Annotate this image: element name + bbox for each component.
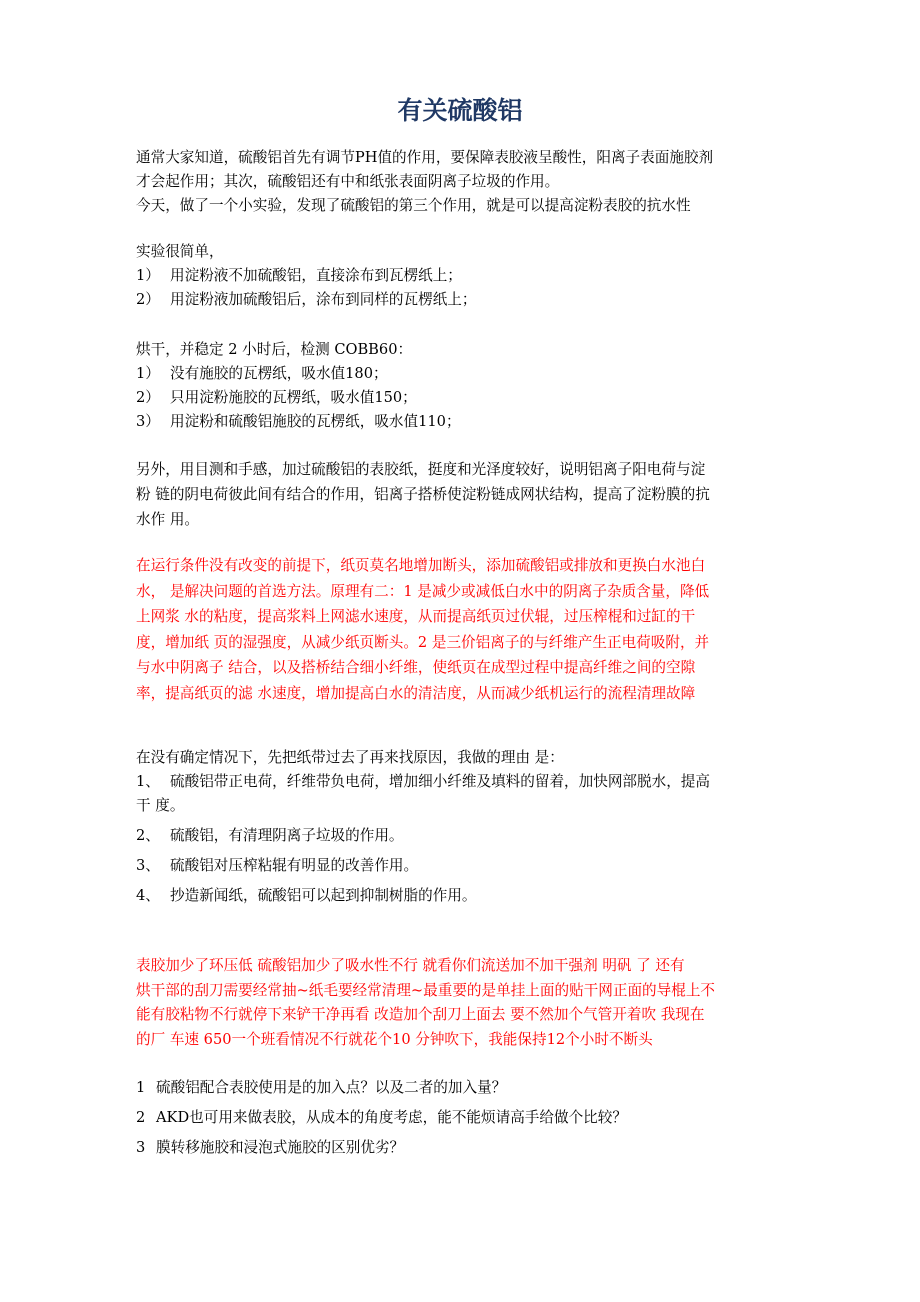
document-title: 有关硫酸铝 <box>397 96 523 125</box>
item-number: 1） <box>136 267 160 284</box>
question-item <box>136 1076 788 1100</box>
item-number: 3） <box>136 413 160 430</box>
item-number: 2） <box>136 291 160 308</box>
intro-line: 通常大家知道，硫酸铝首先有调节PH值的作用，要保障表胶液呈酸性，阳离子表面施胶剂 <box>136 149 714 166</box>
item-text: 用淀粉液不加硫酸铝，直接涂布到瓦楞纸上； <box>170 267 462 284</box>
observation-line: 粉 链的阴电荷彼此间有结合的作用，铝离子搭桥使淀粉链成网状结构，提高了淀粉膜的抗 <box>136 486 710 503</box>
reason-item <box>136 854 788 878</box>
observation-paragraph <box>136 457 788 532</box>
item-text: 只用淀粉施胶的瓦楞纸，吸水值150； <box>170 389 417 406</box>
observation-line: 水作 用。 <box>136 511 200 528</box>
item-text: AKD也可用来做表胶，从成本的角度考虑，能不能烦请高手给做个比较？ <box>156 1109 627 1126</box>
red-line: 上网浆 水的粘度，提高浆料上网滤水速度，从而提高纸页过伏辊，过压榨棍和过缸的干 <box>136 608 696 625</box>
item-text: 硫酸铝带正电荷，纤维带负电荷，增加细小纤维及填料的留着，加快网部脱水，提高 <box>170 773 710 790</box>
red-line: 的厂 车速 650一个班看情况不行就花个10 分钟吹下，我能保持12个小时不断头 <box>136 1030 653 1048</box>
intro-line: 才会起作用；其次，硫酸铝还有中和纸张表面阴离子垃圾的作用。 <box>136 173 560 190</box>
item-number: 2） <box>136 389 160 406</box>
intro-line: 今天，做了一个小实验，发现了硫酸铝的第三个作用，就是可以提高淀粉表胶的抗水性 <box>136 197 691 214</box>
red-line: 烘干部的刮刀需要经常抽~纸毛要经常清理~最重要的是单挂上面的贴干网正面的导棍上不 <box>136 981 716 999</box>
experiment-section <box>136 240 788 312</box>
experiment-item <box>136 264 788 288</box>
result-item <box>136 362 788 386</box>
item-text: 用淀粉和硫酸铝施胶的瓦楞纸，吸水值110； <box>170 413 461 430</box>
question-item <box>136 1106 788 1130</box>
red-line: 表胶加少了环压低 硫酸铝加少了吸水性不行 就看你们流送加不加干强剂 明矾 了 还有 <box>136 957 685 974</box>
item-text: 硫酸铝对压榨粘辊有明显的改善作用。 <box>170 857 419 874</box>
question-item <box>136 1136 788 1160</box>
red-line: 能有胶粘物不行就停下来铲干净再看 改造加个刮刀上面去 要不然加个气管开着吹 我现在 <box>136 1006 705 1023</box>
observation-line: 另外，用目测和手感，加过硫酸铝的表胶纸，挺度和光泽度较好，说明铝离子阳电荷与淀 <box>136 461 706 478</box>
results-section <box>136 338 788 434</box>
item-number: 1 <box>136 1079 146 1096</box>
result-item <box>136 410 788 434</box>
red-paragraph-2 <box>136 954 788 1052</box>
item-number: 2、 <box>136 827 160 844</box>
item-text: 没有施胶的瓦楞纸，吸水值180； <box>170 365 388 382</box>
item-text: 抄造新闻纸，硫酸铝可以起到抑制树脂的作用。 <box>170 887 477 904</box>
results-heading: 烘干，并稳定 2 小时后，检测 COBB60： <box>136 341 413 358</box>
item-number: 3、 <box>136 857 160 874</box>
item-number: 1、 <box>136 773 160 790</box>
item-text: 用淀粉液加硫酸铝后，涂布到同样的瓦楞纸上； <box>170 291 477 308</box>
item-text: 膜转移施胶和浸泡式施胶的区别优劣？ <box>156 1139 405 1156</box>
reason-continuation: 干 度。 <box>136 797 185 814</box>
experiment-heading: 实验很简单， <box>136 243 224 260</box>
item-number: 2 <box>136 1109 146 1126</box>
red-paragraph <box>136 553 788 706</box>
intro-paragraph <box>136 146 788 218</box>
reasons-section <box>136 746 788 914</box>
item-text: 硫酸铝配合表胶使用是的加入点？以及二者的加入量？ <box>156 1079 507 1096</box>
red-line: 在运行条件没有改变的前提下，纸页莫名地增加断头，添加硫酸铝或排放和更换白水池白 <box>136 557 706 574</box>
item-number: 4、 <box>136 887 160 904</box>
red-line: 度，增加纸 页的湿强度，从减少纸页断头。2 是三价铝离子的与纤维产生正电荷吸附，并 <box>136 633 710 651</box>
red-line: 与水中阴离子 结合，以及搭桥结合细小纤维，使纸页在成型过程中提高纤维之间的空隙 <box>136 659 696 676</box>
item-text: 硫酸铝，有清理阴离子垃圾的作用。 <box>170 827 404 844</box>
experiment-item <box>136 288 788 312</box>
reason-item <box>136 770 788 794</box>
reason-item <box>136 824 788 848</box>
red-line: 水， 是解决问题的首选方法。原理有二：1 是减少或减低白水中的阴离子杂质含量，降低 <box>136 582 710 600</box>
item-number: 1） <box>136 365 160 382</box>
questions-section <box>136 1076 788 1166</box>
reason-item <box>136 884 788 908</box>
result-item <box>136 386 788 410</box>
reasons-heading: 在没有确定情况下，先把纸带过去了再来找原因，我做的理由 是： <box>136 749 564 766</box>
item-number: 3 <box>136 1139 146 1156</box>
red-line: 率，提高纸页的滤 水速度，增加提高白水的清洁度，从而减少纸机运行的流程清理故障 <box>136 684 696 702</box>
